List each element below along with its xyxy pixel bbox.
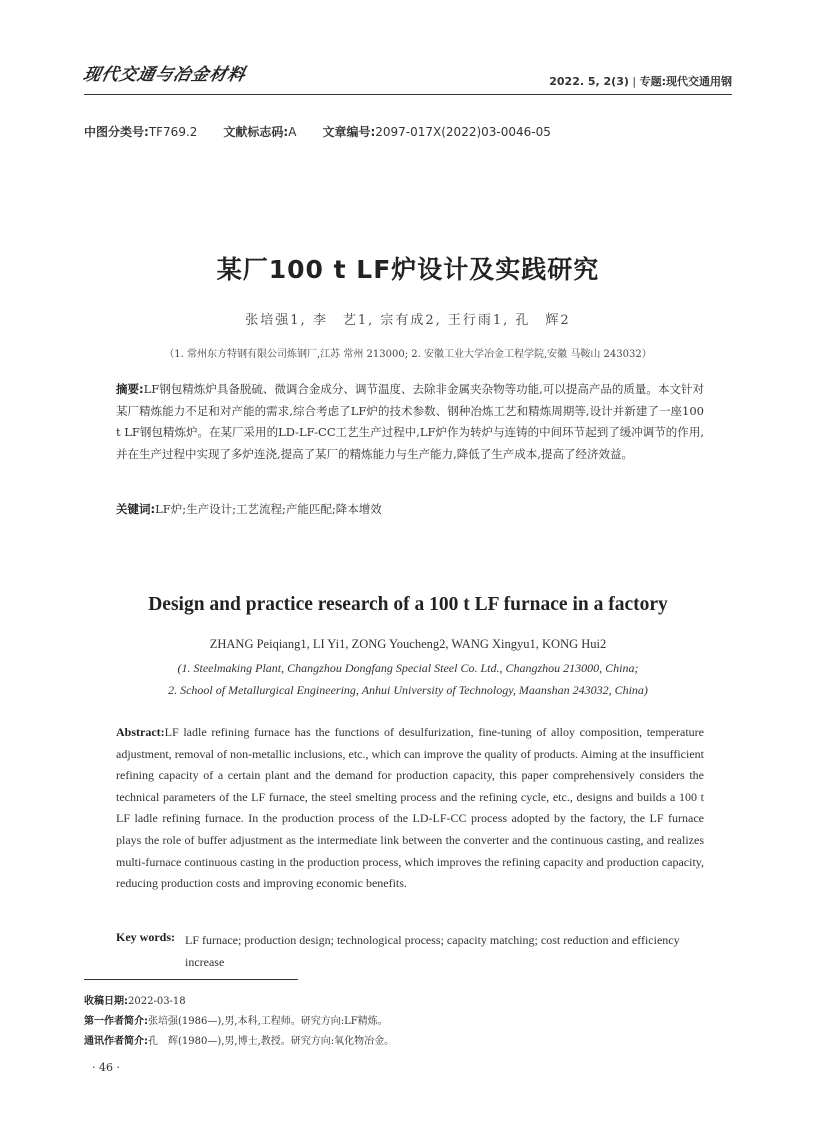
doc-code-label: 文献标志码: xyxy=(223,125,289,139)
footnote-first-author xyxy=(84,1012,388,1027)
clc-label: 中图分类号: xyxy=(84,125,149,139)
en-authors: ZHANG Peiqiang1, LI Yi1, ZONG Youcheng2, WANG Xingyu1, KONG Hui2 xyxy=(209,637,607,651)
corresponding-value: 孔 辉(1980—),男,博士,教授。研究方向:氧化物冶金。 xyxy=(148,1036,395,1047)
header-separator: | xyxy=(628,75,640,88)
footnote-rule xyxy=(84,979,298,980)
first-author-label: 第一作者简介: xyxy=(84,1016,148,1027)
en-affiliation-1: (1. Steelmaking Plant, Changzhou Dongfang Special Steel Co. Ltd., Changzhou 213000, China; xyxy=(177,661,639,675)
cn-keywords xyxy=(116,499,704,521)
issue-number: 2022. 5, 2(3) xyxy=(549,75,629,88)
cn-abstract-text: LF钢包精炼炉具备脱硫、微调合金成分、调节温度、去除非金属夹杂物等功能,可以提高产品的质量。本文针对某厂精炼能力不足和对产能的需求,综合考虑了LF炉的技术参数、钢种冶炼工艺和精炼周期等,设计并新建了一座100 t LF钢包精炼炉。在某厂采用的LD-LF-CC工艺生产过程中,LF炉作为转炉与连铸的中间环节起到了缓冲调节的作用,并在生产过程中实现了多炉连浇,提高了某厂的精炼能力与生产能力,降低了生产成本,提高了经济效益。 xyxy=(116,382,704,461)
received-label: 收稿日期: xyxy=(84,996,128,1007)
first-author-value: 张培强(1986—),男,本科,工程师。研究方向:LF精炼。 xyxy=(148,1016,388,1027)
journal-logo: 现代交通与冶金材料 xyxy=(81,65,248,85)
cn-keywords-text: LF炉;生产设计;工艺流程;产能匹配;降本增效 xyxy=(155,502,382,516)
doc-code-value: A xyxy=(288,125,297,139)
page-number: · 46 · xyxy=(92,1061,120,1074)
issue-header xyxy=(549,73,732,89)
cn-title: 某厂100 t LF炉设计及实践研究 xyxy=(216,255,600,284)
en-abstract-label: Abstract: xyxy=(116,725,165,739)
cn-abstract xyxy=(116,379,704,465)
en-abstract xyxy=(116,722,704,895)
cn-authors: 张培强1, 李 艺1, 宗有成2, 王行雨1, 孔 辉2 xyxy=(245,313,571,328)
en-keywords-label: Key words: xyxy=(116,930,175,944)
cn-abstract-label: 摘要: xyxy=(116,382,144,396)
footnote-received xyxy=(84,992,186,1007)
article-no-value: 2097-017X(2022)03-0046-05 xyxy=(375,125,551,139)
en-title: Design and practice research of a 100 t LF furnace in a factory xyxy=(148,594,668,615)
received-value: 2022-03-18 xyxy=(128,996,186,1007)
en-affiliation-2: 2. School of Metallurgical Engineering, Anhui University of Technology, Maanshan 243032, China) xyxy=(168,683,648,697)
en-abstract-text: LF ladle refining furnace has the functions of desulfurization, fine-tuning of alloy composition, temperature adjustment, removal of non-metallic inclusions, etc., which can improve the quality of products. Aiming at the insufficient refining capacity of a certain plant and the demand for production capacity, this paper comprehensively considers the technical parameters of the LF furnace, the steel smelting process and the refining cycle, etc., designs and builds a 100 t LF ladle refining furnace. In the production process of the LD-LF-CC process adopted by the factory, the LF furnace plays the role of buffer adjustment as the intermediate link between the converter and the continuous casting, and realizes multi-furnace continuous casting in the production process, which improves the refining capacity and production capacity, reducing production costs and improving economic benefits. xyxy=(116,725,704,891)
header-rule xyxy=(84,94,732,95)
cn-keywords-label: 关键词: xyxy=(116,502,156,516)
en-keywords-text: LF furnace; production design; technological process; capacity matching; cost reduction and efficiency increase xyxy=(185,933,680,969)
article-no-label: 文章编号: xyxy=(322,125,376,139)
issue-topic: 专题:现代交通用钢 xyxy=(639,75,732,88)
classification-line xyxy=(84,123,551,140)
cn-affiliations: （1. 常州东方特钢有限公司炼钢厂,江苏 常州 213000; 2. 安徽工业大学冶金工程学院,安徽 马鞍山 243032） xyxy=(164,349,652,360)
clc-value: TF769.2 xyxy=(148,125,198,139)
corresponding-label: 通讯作者简介: xyxy=(84,1036,148,1047)
footnote-corresponding xyxy=(84,1032,394,1047)
